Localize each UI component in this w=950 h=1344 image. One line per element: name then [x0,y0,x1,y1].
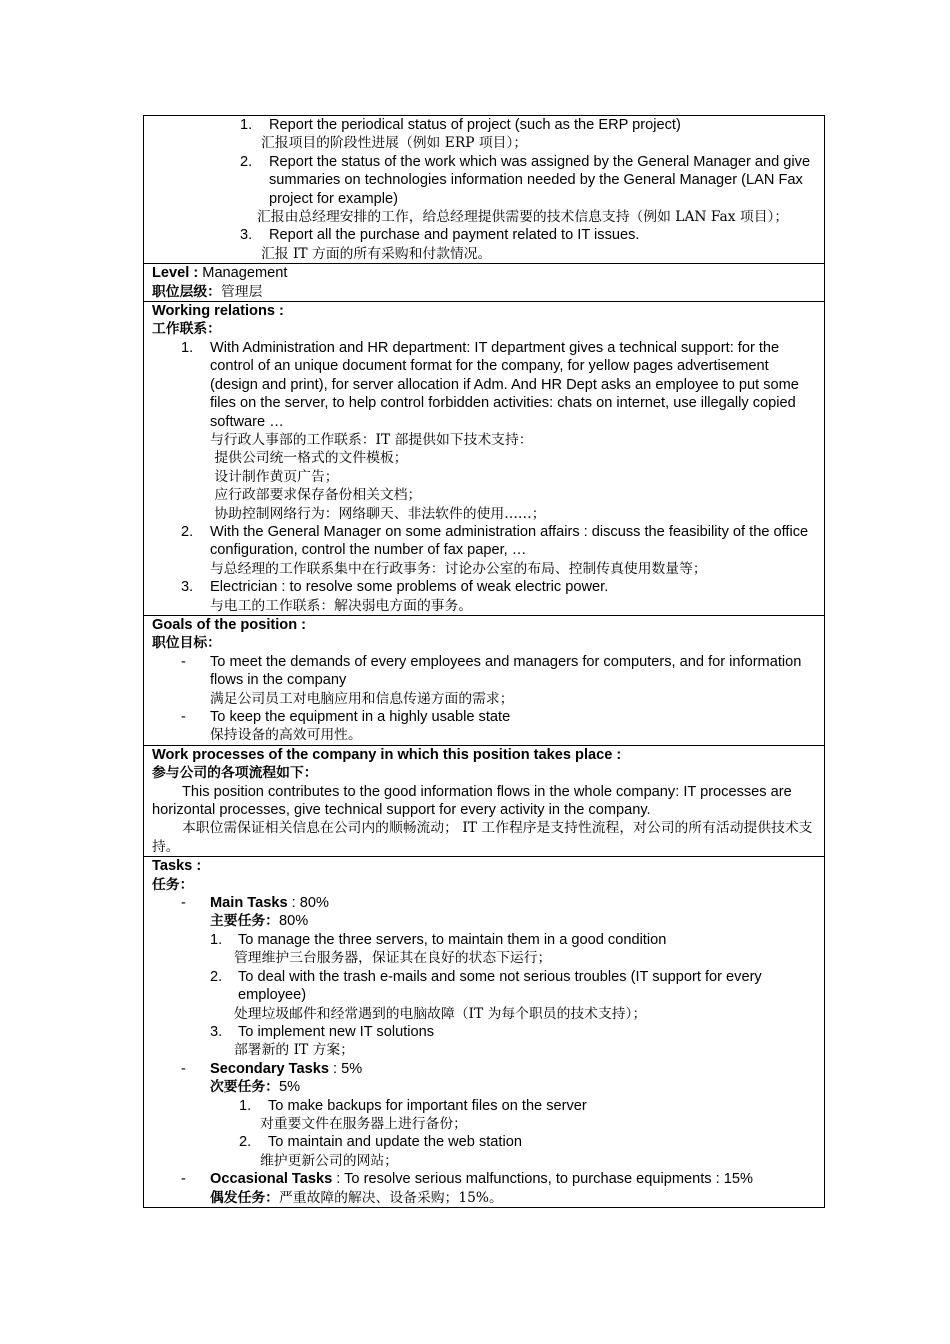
working-relations-row [144,302,825,616]
item-text-zh: 设计制作黄页广告； [210,468,339,485]
item-text-zh: 维护更新公司的网站； [260,1152,398,1169]
item-number: 1. [240,117,253,133]
goal-item [152,708,816,745]
item-text-en: To manage the three servers, to maintain them in a good condition [238,931,667,948]
report-item [152,153,816,208]
occasional-tasks-value: : To resolve serious malfunctions, to purchase equipments : 15% [332,1171,753,1188]
report-item [152,116,816,134]
item-number: 1. [239,1097,252,1114]
item-number: 1. [210,931,223,948]
item-text-zh: 应行政部要求保存备份相关文档； [210,487,422,504]
level-label-zh: 职位层级： [152,283,221,300]
goals-row [144,615,825,745]
item-text-zh: 汇报项目的阶段性进展（例如 ERP 项目）； [261,135,528,152]
secondary-tasks-label-zh: 次要任务： [210,1079,279,1096]
working-relations-cell [144,302,825,616]
item-text-en: To maintain and update the web station [268,1134,522,1151]
bullet-dash: - [181,1060,186,1077]
item-number: 2. [210,968,223,985]
item-number: 2. [239,1134,252,1151]
occasional-tasks-label: Occasional Tasks [210,1171,333,1188]
task-item [210,931,816,949]
item-text-zh: 提供公司统一格式的文件模板； [210,450,408,467]
section-title: Tasks : [152,858,202,875]
report-item [152,226,816,244]
item-text-en: With the General Manager on some administration affairs : discuss the feasibility of the office configuration, control the number of fax paper, … [210,523,809,559]
item-text-zh: 部署新的 IT 方案； [234,1042,355,1059]
secondary-tasks [152,1060,816,1170]
level-line-zh [152,283,816,301]
task-item [210,1097,816,1115]
bullet-dash: - [181,709,186,725]
reporting-row [144,116,825,264]
item-text-en: With Administration and HR department: IT department gives a technical support: for the control of an unique document format for the company, for yellow pages advertisement (design and print), for server allocation if Adm. And HR Dept asks an employee to put some files on the server, to help control forbidden activities: chats on internet, use illegally copied software … [210,339,799,430]
main-tasks-label: Main Tasks [210,895,288,912]
item-text-en: To keep the equipment in a highly usable state [210,709,511,725]
relation-item [152,578,816,615]
item-text-zh: 对重要文件在服务器上进行备份； [260,1115,467,1132]
item-number: 3. [210,1023,223,1040]
occasional-tasks-label-zh: 偶发任务： [210,1189,279,1206]
main-tasks-value-zh: 80% [278,913,309,930]
bullet-dash: - [181,895,186,912]
item-text-en: To make backups for important files on the server [268,1097,587,1114]
section-title-zh: 职位目标： [152,635,221,652]
task-item [210,968,816,1005]
tasks-row [144,857,825,1208]
relation-item [152,523,816,578]
section-title-zh: 任务： [152,876,194,893]
main-tasks [152,894,816,1060]
item-text-zh: 保持设备的高效可用性。 [210,727,362,744]
bullet-dash: - [181,1171,186,1188]
item-text-zh: 汇报 IT 方面的所有采购和付款情况。 [261,245,492,262]
processes-cell [144,745,825,856]
tasks-cell [144,857,825,1208]
secondary-tasks-value-zh: 5% [278,1079,301,1096]
item-text-en: To implement new IT solutions [238,1023,435,1040]
item-text-zh: 满足公司员工对电脑应用和信息传递方面的需求； [210,690,514,707]
item-text-zh: 与行政人事部的工作联系：IT 部提供如下技术支持： [210,431,533,448]
process-paragraph-zh: 本职位需保证相关信息在公司内的顺畅流动； IT 工作程序是支持性流程，对公司的所有活动提供技术支持。 [152,820,813,855]
item-text-en: To meet the demands of every employees and managers for computers, and for information flows in the company [210,653,802,689]
reporting-cell [144,116,825,264]
section-title: Goals of the position : [152,616,307,633]
level-cell [144,264,825,302]
level-value: Management [198,265,288,282]
process-paragraph-en: This position contributes to the good information flows in the whole company: IT processes are horizontal processes, give technical support for every activity in the company. [152,783,792,819]
level-value-zh: 管理层 [220,283,263,300]
level-row [144,264,825,302]
item-number: 3. [240,227,253,244]
secondary-tasks-value: : 5% [328,1060,363,1077]
item-text-zh: 与总经理的工作联系集中在行政事务：讨论办公室的布局、控制传真使用数量等； [210,560,707,577]
item-number: 1. [181,339,194,356]
occasional-tasks [152,1170,816,1207]
item-text-zh: 处理垃圾邮件和经常遇到的电脑故障（IT 为每个职员的技术支持）； [234,1005,647,1022]
item-text-en: Report all the purchase and payment related to IT issues. [269,227,640,244]
level-line [152,264,816,282]
main-tasks-label-zh: 主要任务： [210,913,279,930]
task-item [210,1133,816,1151]
item-text-zh: 管理维护三台服务器，保证其在良好的状态下运行； [234,950,552,967]
section-title: Working relations : [152,303,284,320]
item-text-en: Report the periodical status of project (such as the ERP project) [269,117,681,133]
section-title-zh: 工作联系： [152,321,221,338]
secondary-tasks-label: Secondary Tasks [210,1060,329,1077]
task-item [210,1023,816,1041]
item-text-zh: 汇报由总经理安排的工作，给总经理提供需要的技术信息支持（例如 LAN Fax 项目）； [257,209,789,226]
item-text-en: Electrician : to resolve some problems of weak electric power. [210,579,609,596]
item-number: 2. [181,523,194,540]
item-number: 3. [181,579,194,596]
goal-item [152,653,816,708]
job-description-table [143,115,825,1208]
item-number: 2. [240,153,253,170]
goals-cell [144,615,825,745]
section-title: Work processes of the company in which this position takes place : [152,746,622,763]
main-tasks-value: : 80% [287,895,329,912]
processes-row [144,745,825,856]
section-title-zh: 参与公司的各项流程如下： [152,765,318,782]
item-text-en: To deal with the trash e-mails and some not serious troubles (IT support for every employee) [238,968,762,1004]
level-label: Level : [152,265,199,282]
item-text-zh: 与电工的工作联系：解决弱电方面的事务。 [210,597,473,614]
occasional-tasks-value-zh: 严重故障的解决、设备采购；15%。 [278,1189,503,1206]
item-text-zh: 协助控制网络行为：网络聊天、非法软件的使用……； [210,505,546,522]
item-text-en: Report the status of the work which was assigned by the General Manager and give summaries on technologies information needed by the General Manager (LAN Fax project for example) [269,153,811,207]
relation-item [152,339,816,523]
bullet-dash: - [181,653,186,670]
